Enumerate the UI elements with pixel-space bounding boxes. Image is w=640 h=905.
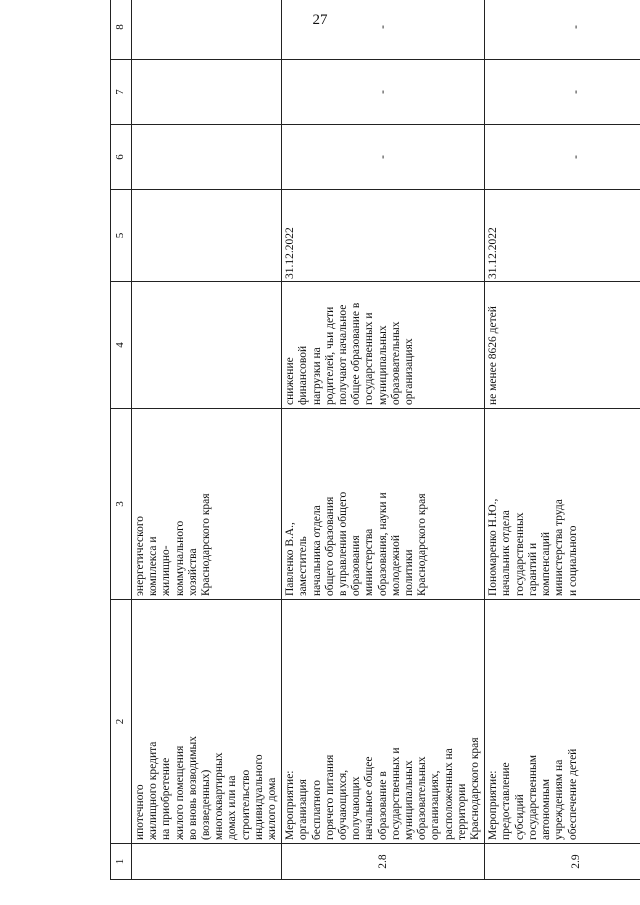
header-cell-8: 8 bbox=[111, 0, 132, 60]
header-cell-2: 2 bbox=[111, 600, 132, 844]
header-cell-6: 6 bbox=[111, 125, 132, 190]
table-row bbox=[282, 0, 485, 880]
page-number: 27 bbox=[312, 12, 328, 28]
date-cell: 31.12.2022 bbox=[485, 190, 640, 282]
header-cell-5: 5 bbox=[111, 190, 132, 282]
responsible-cell: Пономаренко Н.Ю., начальник отдела государственных гарантий и компенсаций министерства труда и социального bbox=[485, 409, 640, 600]
date-cell: 31.12.2022 bbox=[282, 190, 485, 282]
measure-cell: Мероприятие: организация бесплатного горячего питания обучающихся, получающих начальное общее образование в государственных и муниципальных образовательных организациях, расположенных на территории Краснодарского края bbox=[282, 600, 485, 844]
col8-cell: - bbox=[282, 0, 485, 60]
header-cell-7: 7 bbox=[111, 60, 132, 125]
measure-cell: ипотечного жилищного кредита на приобретение жилого помещения во вновь возводимых (возведенных) многоквартирных домах или на строительство индивидуального жилого дома bbox=[132, 600, 282, 844]
rotated-table-container bbox=[110, 24, 582, 880]
responsible-cell: Павленко В.А., заместитель начальника отдела общего образования в управлении общего образования министерства образования, науки и молодежной политики Краснодарского края bbox=[282, 409, 485, 600]
date-cell bbox=[132, 190, 282, 282]
col8-cell: - bbox=[485, 0, 640, 60]
row-number bbox=[132, 844, 282, 880]
col6-cell bbox=[132, 125, 282, 190]
col7-cell: - bbox=[282, 60, 485, 125]
row-number: 2.8 bbox=[282, 844, 485, 880]
measure-cell: Мероприятие: предоставление субсидий государственным автономным учреждениям на обеспечение детей bbox=[485, 600, 640, 844]
header-cell-3: 3 bbox=[111, 409, 132, 600]
result-cell bbox=[132, 282, 282, 409]
col7-cell bbox=[132, 60, 282, 125]
table-row bbox=[485, 0, 640, 880]
table-header-row bbox=[111, 0, 132, 880]
result-cell: не менее 8626 детей bbox=[485, 282, 640, 409]
col7-cell: - bbox=[485, 60, 640, 125]
col8-cell bbox=[132, 0, 282, 60]
responsible-cell: энергетического комплекса и жилищно- коммунального хозяйства Краснодарского края bbox=[132, 409, 282, 600]
measures-table bbox=[110, 0, 640, 880]
header-cell-1: 1 bbox=[111, 844, 132, 880]
col6-cell: - bbox=[485, 125, 640, 190]
col6-cell: - bbox=[282, 125, 485, 190]
result-cell: снижение финансовой нагрузки на родителей, чьи дети получают начальное общее образование в государственных и муниципальных образовательных организациях bbox=[282, 282, 485, 409]
table-row bbox=[132, 0, 282, 880]
header-cell-4: 4 bbox=[111, 282, 132, 409]
row-number: 2.9 bbox=[485, 844, 640, 880]
